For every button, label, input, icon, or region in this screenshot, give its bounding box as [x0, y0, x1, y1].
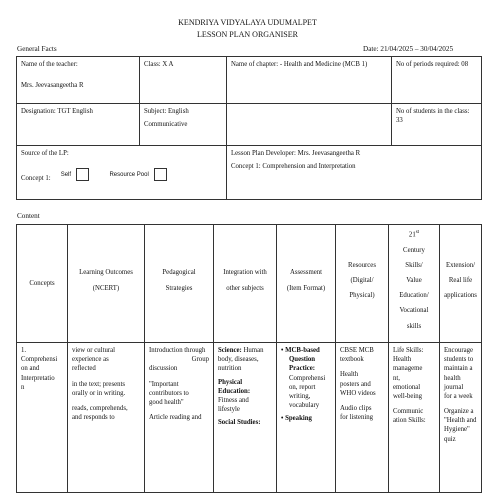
subject-label: Subject: English — [144, 108, 189, 115]
concept-line: 1. — [21, 347, 27, 354]
extension-line: Encourage — [444, 347, 474, 354]
general-facts-table — [16, 56, 482, 200]
pedagogy-line: contributors to — [149, 389, 189, 397]
pedagogy-line: Introduction through — [149, 347, 206, 354]
pedagogy-line: "Important — [149, 380, 179, 388]
col-pedagogical — [145, 225, 214, 343]
content-label: Content — [17, 212, 40, 220]
col-learning-outcomes — [68, 225, 145, 343]
integration-line: lifestyle — [218, 406, 240, 414]
pedagogy-line: discussion — [149, 365, 178, 373]
col-extension-label-1: Extension/ — [445, 261, 476, 269]
col-assessment-label-1: Assessment — [289, 269, 323, 277]
integration-cell — [214, 343, 277, 493]
designation-cell: Designation: TGT English — [17, 104, 140, 146]
col-resources-label-3: Physical) — [349, 292, 375, 300]
subject-cell — [140, 104, 227, 146]
skills-line: Life Skills: — [393, 347, 424, 354]
col-learning-outcomes-label: Learning Outcomes — [79, 269, 133, 277]
concept-line: Interpretatio — [21, 374, 55, 382]
col-pedagogical-label-2: Strategies — [165, 284, 193, 292]
periods-cell: No of periods required: 08 — [392, 57, 482, 104]
extension-line: Organize a — [444, 408, 474, 416]
developer-cell — [227, 146, 482, 200]
school-name: KENDRIYA VIDYALAYA UDUMALPET — [178, 18, 317, 27]
integration-line: Fitness and — [218, 396, 249, 404]
skills-cell — [389, 343, 440, 493]
col-integration — [214, 225, 277, 343]
content-table — [16, 224, 482, 493]
outcome-line: view or cultural — [72, 347, 116, 354]
assessment-line: Comprehensi — [289, 374, 326, 382]
resource-line: for listening — [340, 414, 374, 422]
extension-line: "Health and — [444, 417, 477, 425]
col-resources-label-2: (Digital/ — [350, 276, 374, 284]
skills-line: well-being — [393, 392, 423, 400]
outcome-line: in the text; presents — [72, 380, 126, 388]
col-integration-label-1: Integration with — [223, 269, 267, 277]
concept-cell — [17, 343, 68, 493]
extension-line: health journal — [444, 374, 464, 391]
resource-line: Audio clips — [340, 404, 372, 412]
col-skills-century — [393, 230, 435, 239]
assessment-line: on, report — [289, 383, 316, 391]
science-text: Human — [241, 347, 264, 354]
col-skills-label-2: Skills/ — [405, 261, 423, 269]
concept-line: n — [21, 383, 25, 391]
general-facts-label: General Facts — [17, 45, 57, 53]
col-extension-label-3: applications — [444, 292, 477, 300]
skills-line: Communic — [393, 408, 424, 416]
extension-line: Hygiene" quiz — [444, 426, 470, 443]
extension-line: for a week — [444, 392, 473, 400]
learning-outcomes-cell — [68, 343, 145, 493]
outcome-line: and responds to — [72, 414, 115, 422]
pedagogical-cell — [145, 343, 214, 493]
science-label: Science: — [218, 347, 242, 354]
resource-line: WHO videos — [340, 389, 376, 397]
resource-line: textbook — [340, 356, 364, 364]
subject-value: Communicative — [144, 121, 188, 129]
col-pedagogical-label-1: Pedagogical — [162, 269, 196, 277]
extension-line: students to — [444, 356, 474, 364]
col-extension — [440, 225, 482, 343]
pedagogy-line: good health" — [149, 398, 184, 406]
date-range: Date: 21/04/2025 – 30/04/2025 — [363, 45, 454, 53]
self-checkbox[interactable] — [76, 168, 89, 181]
assessment-heading: Speaking — [285, 415, 312, 423]
col-integration-label-2: other subjects — [226, 284, 264, 292]
empty-cell — [227, 104, 392, 146]
assessment-line: vocabulary — [289, 402, 320, 410]
concept-description: Concept 1: Comprehension and Interpretation — [231, 163, 356, 171]
extension-cell — [440, 343, 482, 493]
self-option-label: Self — [60, 172, 72, 179]
resource-pool-option-label: Resource Pool — [109, 172, 149, 179]
outcome-line: reads, comprehends, — [72, 404, 128, 412]
physical-education-label: Physical — [218, 378, 243, 386]
social-studies-label: Social Studies: — [218, 419, 261, 427]
content-header-row — [17, 225, 482, 343]
col-skills-label-1: Century — [403, 246, 425, 254]
assessment-heading: Question — [289, 356, 316, 364]
col-extension-label-2: Real life — [448, 276, 473, 284]
assessment-cell — [277, 343, 336, 493]
assessment-bullet: • Speaking — [281, 415, 312, 423]
integration-science — [218, 346, 272, 355]
col-assessment-label-2: (Item Format) — [286, 284, 326, 292]
outcome-line: experience as — [72, 356, 109, 364]
concept-line: Comprehensi — [21, 356, 58, 364]
assessment-bullet: • MCB-based — [281, 347, 320, 354]
students-cell: No of students in the class: 33 — [392, 104, 482, 146]
document-title: LESSON PLAN ORGANISER — [197, 30, 298, 39]
col-skills-label-6: skills — [406, 322, 422, 330]
pedagogy-line: Article reading and — [149, 414, 202, 422]
col-resources — [336, 225, 389, 343]
col-skills-number: 21 — [408, 231, 416, 239]
col-skills-label-3: Value — [406, 277, 422, 285]
teacher-cell — [17, 57, 140, 104]
resource-line: Health — [340, 371, 359, 379]
assessment-heading: MCB-based — [285, 347, 320, 354]
content-row — [17, 343, 482, 493]
extension-line: maintain a — [444, 365, 473, 373]
resource-line: posters and — [340, 380, 371, 388]
col-assessment — [277, 225, 336, 343]
outcome-line: orally or in writing. — [72, 389, 126, 397]
col-skills-superscript: st — [415, 230, 420, 236]
outcome-line: reflected — [72, 365, 96, 373]
teacher-label: Name of the teacher: — [21, 61, 78, 68]
assessment-line: writing, — [289, 392, 311, 400]
col-resources-label-1: Resources — [348, 261, 376, 269]
col-skills-label-5: Vocational — [399, 307, 429, 315]
col-concepts: Concepts — [17, 225, 68, 343]
skills-line: manageme — [393, 365, 423, 373]
class-cell: Class: X A — [140, 57, 227, 104]
integration-line: body, diseases, — [218, 356, 259, 364]
concept-line: on and — [21, 365, 40, 373]
developer-name: Lesson Plan Developer: Mrs. Jeevasangeetha R — [231, 150, 361, 157]
integration-line: nutrition — [218, 365, 242, 373]
assessment-heading: Practice: — [289, 365, 316, 373]
pedagogy-line: Group — [191, 356, 209, 364]
chapter-cell: Name of chapter: - Health and Medicine (MCB 1) — [227, 57, 392, 104]
concept-label: Concept 1: — [21, 175, 51, 183]
resource-pool-checkbox[interactable] — [154, 168, 167, 181]
skills-line: Health — [393, 356, 412, 364]
resource-line: CBSE MCB — [340, 347, 374, 354]
col-skills — [389, 225, 440, 343]
col-learning-outcomes-source: (NCERT) — [92, 284, 120, 292]
source-cell — [17, 146, 227, 200]
skills-line: nt, — [393, 374, 400, 382]
skills-line: ation Skills: — [393, 417, 426, 425]
teacher-name: Mrs. Jeevasangeetha R — [21, 82, 84, 90]
skills-line: emotional — [393, 383, 421, 391]
col-skills-label-4: Education/ — [399, 292, 429, 300]
physical-education-label: Education: — [218, 387, 251, 395]
source-label: Source of the LP: — [21, 150, 69, 157]
resources-cell — [336, 343, 389, 493]
